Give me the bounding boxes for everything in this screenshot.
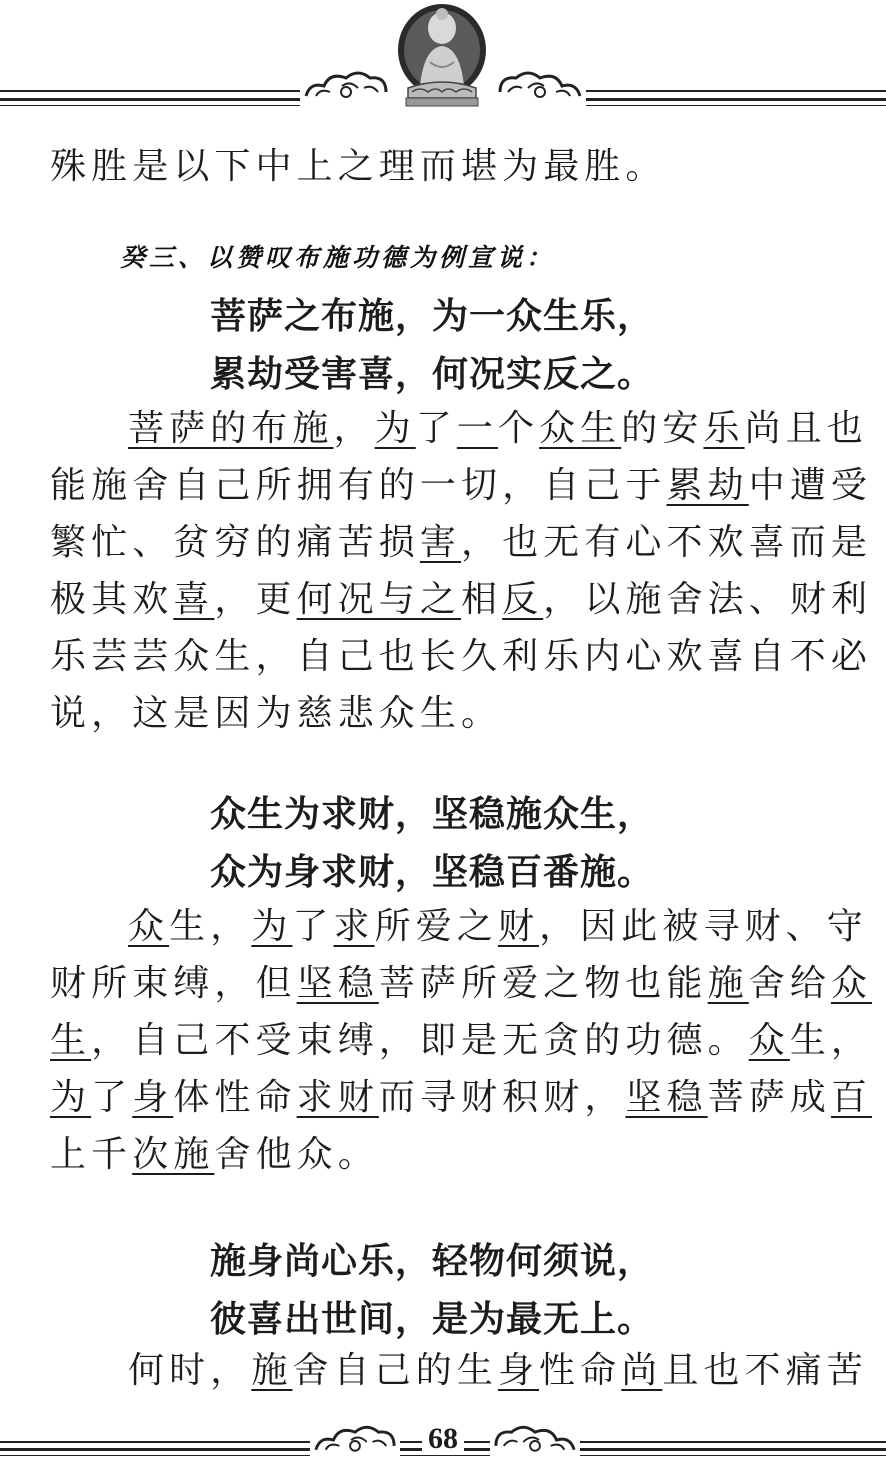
text-run: 舍他众。 (214, 1134, 379, 1175)
text-run: 何时， (128, 1350, 252, 1391)
text-run: 生， (169, 906, 252, 947)
underlined-term: 为 (374, 408, 416, 449)
verse-text: 施身尚心乐，轻物何须说， (210, 1241, 655, 1282)
text-run: 生， (789, 1020, 873, 1061)
underlined-term: 身 (497, 1350, 540, 1391)
verse-line (0, 288, 886, 339)
underlined-term: 反 (502, 579, 544, 620)
verse-line (0, 786, 886, 837)
underlined-term: 为 (50, 1077, 92, 1118)
text-run: 繁忙、贫穷的痛苦损 (50, 522, 420, 563)
verse-line (0, 1291, 886, 1342)
text-run: 菩萨所爱之物也能 (378, 963, 708, 1004)
text-run: ，以施舍法、财利 (543, 579, 873, 620)
section-heading (0, 238, 886, 274)
underlined-term: 次施 (132, 1134, 215, 1175)
underlined-term: 百 (830, 1077, 873, 1118)
underlined-term: 一 (456, 408, 498, 449)
body-line (0, 955, 886, 1006)
page-number-text: 68 (422, 1422, 464, 1455)
text-run: ，也无有心不欢喜而是 (461, 522, 873, 563)
verse-text: 彼喜出世间，是为最无上。 (210, 1299, 655, 1340)
body-line (0, 138, 886, 189)
verse-text: 众生为求财，坚稳施众生， (210, 794, 655, 835)
underlined-term: 坚稳 (625, 1077, 708, 1118)
underlined-term: 众 (830, 963, 873, 1004)
text-run: 舍自己的生 (292, 1350, 498, 1391)
text-run: 中遭受 (748, 465, 873, 506)
underlined-term: 坚稳 (296, 963, 379, 1004)
verse-line (0, 1233, 886, 1284)
text-run: 财所束缚，但 (50, 963, 297, 1004)
text-run: 殊胜是以下中上之理而堪为最胜。 (50, 146, 667, 187)
buddha-medallion-icon (390, 2, 494, 108)
underlined-term: 身 (132, 1077, 174, 1118)
underlined-term: 众 (748, 1020, 790, 1061)
text-run: 说，这是因为慈悲众生。 (50, 693, 503, 734)
text-run: 所爱之 (374, 906, 498, 947)
underlined-term: 累劫 (666, 465, 749, 506)
text-run: ，自己不受束缚，即是无贪的功德。 (91, 1020, 749, 1061)
body-line (0, 457, 886, 508)
text-run: ，更 (214, 579, 297, 620)
underlined-term: 喜 (173, 579, 215, 620)
page-number (0, 1422, 886, 1456)
text-run: 了 (292, 906, 334, 947)
body-line (0, 1126, 886, 1177)
underlined-term: 何况与之 (296, 579, 462, 620)
underlined-term: 财 (497, 906, 540, 947)
text-run: 乐芸芸众生，自己也长久利乐内心欢喜自不必 (50, 636, 873, 677)
text-run: 且也不痛苦 (662, 1350, 868, 1391)
text-run: ， (333, 408, 375, 449)
verse-text: 累劫受害喜，何况实反之。 (210, 354, 655, 395)
body-line (0, 1342, 886, 1393)
text-run: 的安 (621, 408, 704, 449)
text-run: 能施舍自己所拥有的一切，自己于 (50, 465, 667, 506)
text-run: 了 (91, 1077, 133, 1118)
heading-text: 癸三、以赞叹布施功德为例宣说： (120, 243, 556, 272)
body-line (0, 628, 886, 679)
underlined-term: 菩萨的布施 (128, 408, 334, 449)
verse-line (0, 844, 886, 895)
underlined-term: 求财 (296, 1077, 379, 1118)
body-line (0, 400, 886, 451)
body-line (0, 1012, 886, 1063)
verse-line (0, 346, 886, 397)
body-line (0, 514, 886, 565)
text-run: 个 (497, 408, 540, 449)
underlined-term: 害 (419, 522, 462, 563)
underlined-term: 求 (333, 906, 375, 947)
text-run: 上千 (50, 1134, 133, 1175)
underlined-term: 尚 (621, 1350, 663, 1391)
body-line (0, 898, 886, 949)
underlined-term: 乐 (703, 408, 745, 449)
underlined-term: 众生 (539, 408, 622, 449)
text-run: 舍给 (748, 963, 831, 1004)
text-run: 了 (415, 408, 457, 449)
underlined-term: 众 (128, 906, 170, 947)
underlined-term: 施 (707, 963, 749, 1004)
underlined-term: 生 (50, 1020, 92, 1061)
body-line (0, 685, 886, 736)
right-cloud-icon (494, 66, 586, 106)
text-run: 体性命 (173, 1077, 297, 1118)
text-run: 性命 (539, 1350, 622, 1391)
text-run: ，因此被寻财、守 (539, 906, 868, 947)
left-cloud-icon (300, 66, 392, 106)
verse-text: 菩萨之布施，为一众生乐， (210, 296, 655, 337)
text-run: 极其欢 (50, 579, 174, 620)
underlined-term: 为 (251, 906, 293, 947)
text-run: 相 (461, 579, 503, 620)
text-run: 而寻财积财， (378, 1077, 626, 1118)
text-run: 尚且也 (744, 408, 868, 449)
text-run: 菩萨成 (707, 1077, 831, 1118)
body-line (0, 1069, 886, 1120)
verse-text: 众为身求财，坚稳百番施。 (210, 852, 655, 893)
body-line (0, 571, 886, 622)
underlined-term: 施 (251, 1350, 293, 1391)
